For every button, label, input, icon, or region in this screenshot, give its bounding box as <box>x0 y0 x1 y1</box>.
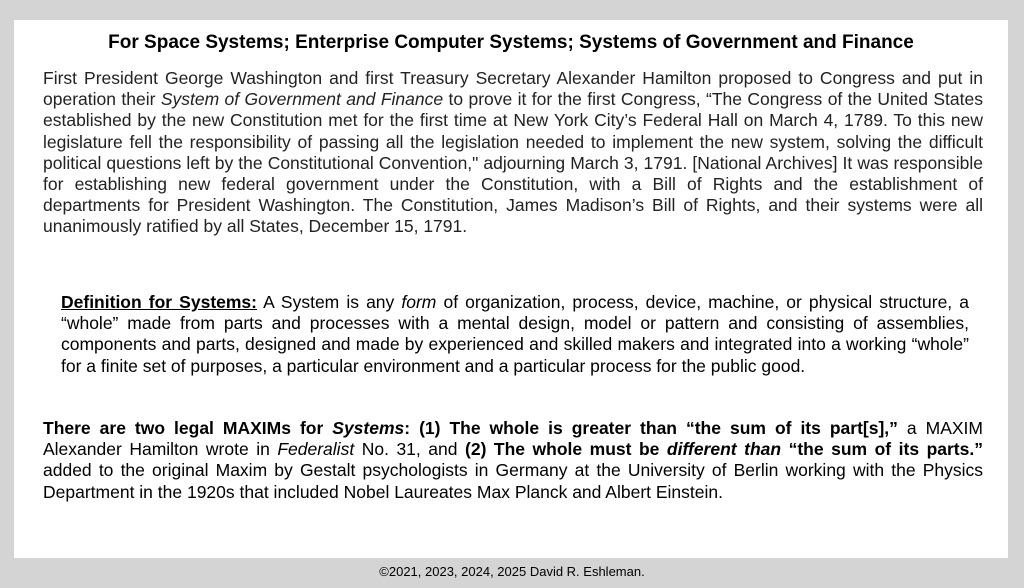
intro-paragraph <box>43 68 983 238</box>
page-title: For Space Systems; Enterprise Computer Systems; Systems of Government and Finance <box>108 32 914 53</box>
maxims-text-3: added to the original Maxim by Gestalt psychologists in Germany at the University of Berlin working with the Physics Department in the 1920s that included Nobel Laureates Max Planck and Albert Einstein. <box>43 460 983 502</box>
maxims-bold-1: There are two legal MAXIMs for <box>43 418 333 438</box>
maxims-bold-italic-systems: Systems <box>332 418 405 438</box>
content-card <box>14 20 1008 558</box>
definition-paragraph <box>61 292 969 377</box>
maxims-bold-3: (2) The whole must be <box>465 439 667 460</box>
copyright-footer: ©2021, 2023, 2024, 2025 David R. Eshleman. <box>379 564 645 579</box>
intro-italic-system: System of Government and Finance <box>160 89 444 110</box>
definition-label: Definition for Systems: <box>61 292 257 312</box>
maxims-bold-2: : (1) The whole is greater than “the sum of its part[s],” <box>404 418 898 438</box>
intro-text-2: to prove it for the first Congress, “The Congress of the United States established by the new Constitution met for the first time at New York City’s Federal Hall on March 4, 1789. To this new legislature fell the responsibility of passing all the legislation needed to implement the new system, solving the difficult political questions left by the Constitutional Convention," adjourning March 3, 1791. [National Archives] It was responsible for establishing new federal government under the Constitution, with a Bill of Rights and the establishment of departments for President Washington. The Constitution, James Madison’s Bill of Rights, and their systems were all unanimously ratified by all States, December 15, 1791. <box>43 89 983 237</box>
maxims-bold-4: “the sum of its parts.” <box>781 439 983 460</box>
maxims-text-2: No. 31, and <box>354 439 466 460</box>
maxims-text-1: a MAXIM Alexander Hamilton wrote in <box>43 418 983 460</box>
maxims-italic-federalist: Federalist <box>277 439 355 460</box>
maxims-bold-italic-different: different than <box>666 439 782 460</box>
maxims-paragraph <box>43 418 983 503</box>
intro-text-1: First President George Washington and first Treasury Secretary Alexander Hamilton proposed to Congress and put in operation their <box>43 68 983 110</box>
definition-text-1: A System is any <box>257 292 402 312</box>
definition-text-2: of organization, process, device, machine, or physical structure, a “whole” made from parts and processes with a mental design, model or pattern and consisting of assemblies, components and parts, designed and made by experienced and skilled makers and integrated into a working “whole” for a finite set of purposes, a particular environment and a particular process for the public good. <box>61 292 969 376</box>
definition-italic-form: form <box>401 292 437 312</box>
